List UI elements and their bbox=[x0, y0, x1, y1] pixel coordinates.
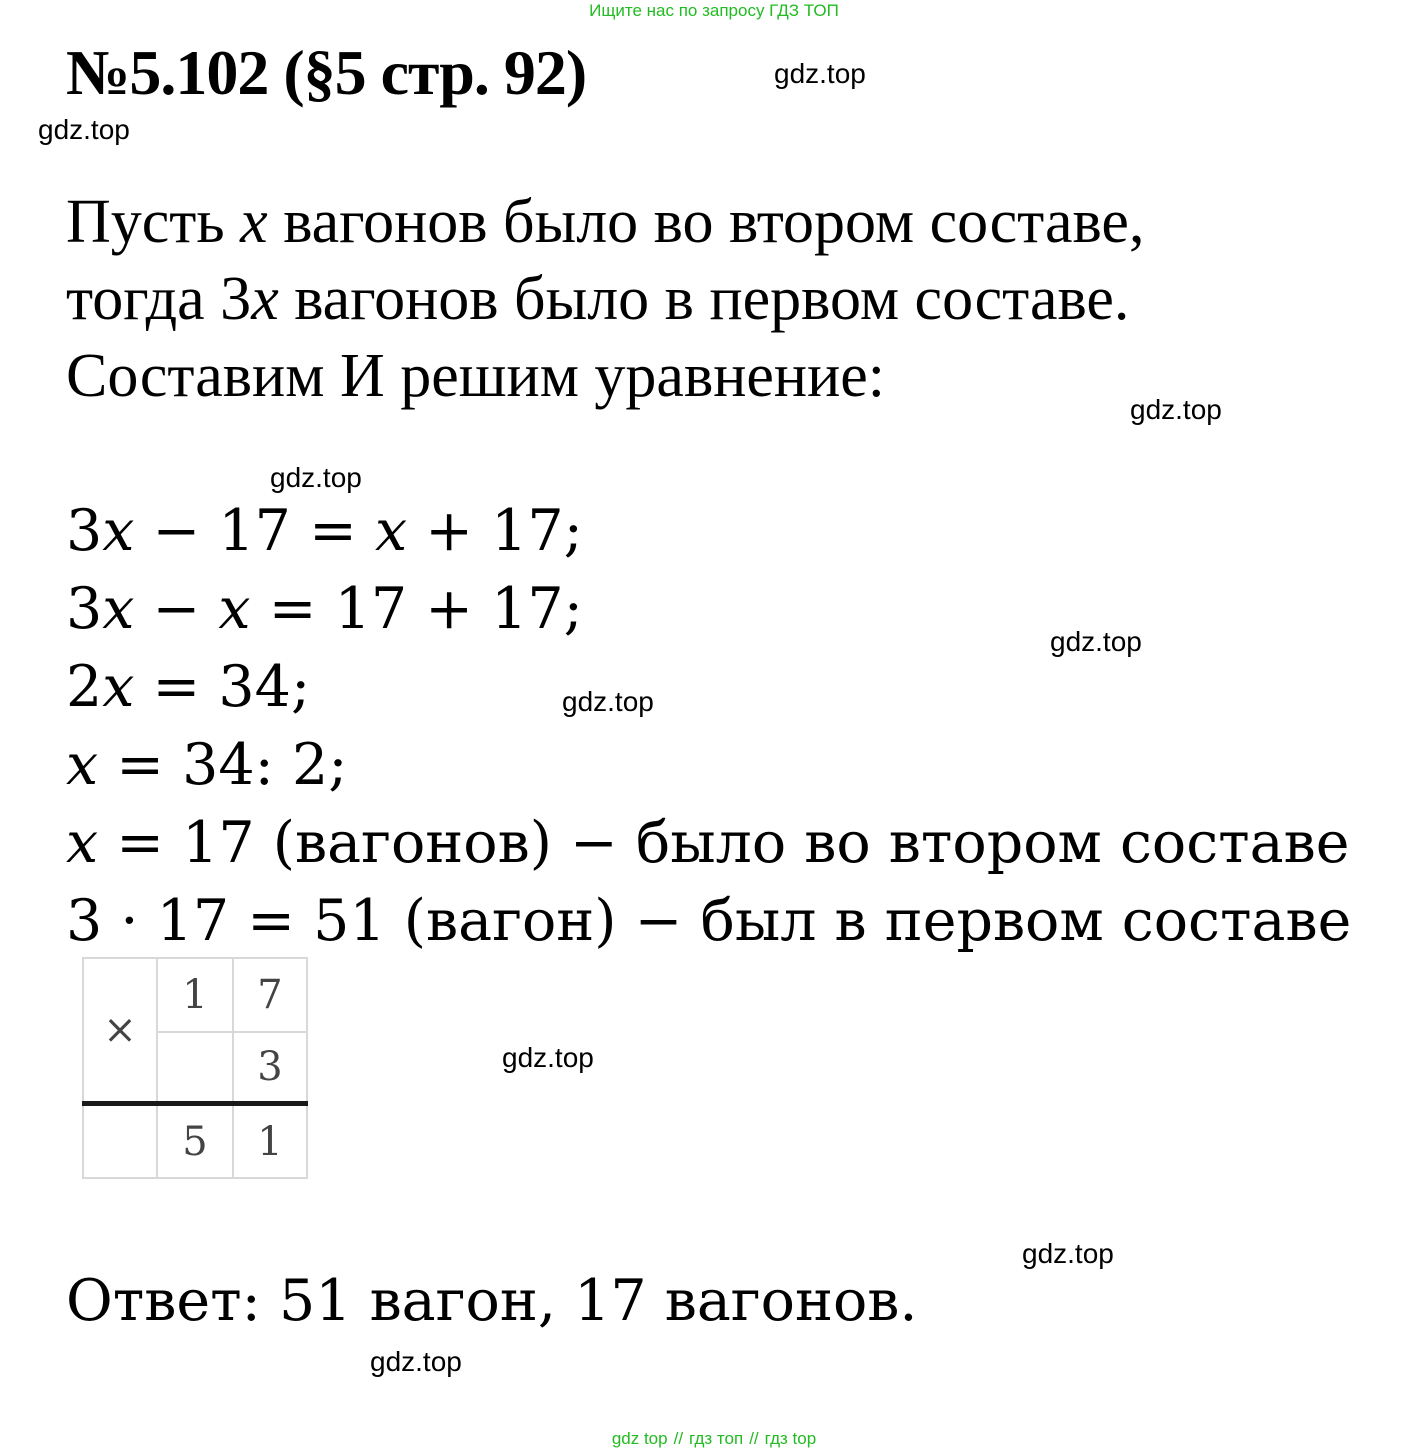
intro-line-2: тогда 3x вагонов было в первом составе. bbox=[66, 265, 1130, 333]
watermark: gdz.top bbox=[38, 114, 130, 145]
footer-link[interactable]: гдз топ bbox=[689, 1429, 744, 1448]
watermark: gdz.top bbox=[370, 1346, 462, 1377]
footer-links bbox=[0, 1429, 1428, 1449]
watermark: gdz.top bbox=[270, 462, 362, 493]
grid-cell: 1 bbox=[156, 957, 234, 1033]
top-banner: Ищите нас по запросу ГДЗ ТОП bbox=[589, 1, 839, 20]
footer-separator: // bbox=[749, 1429, 759, 1448]
grid-cell: 3 bbox=[232, 1031, 308, 1103]
grid-cell: 7 bbox=[232, 957, 308, 1033]
footer-separator: // bbox=[673, 1429, 684, 1448]
watermark: gdz.top bbox=[774, 58, 866, 89]
equation-1: 3x − 17 = x + 17; bbox=[66, 498, 583, 564]
watermark: gdz.top bbox=[1130, 394, 1222, 425]
watermark: gdz.top bbox=[562, 686, 654, 717]
intro-line-1: Пусть x вагонов было во втором составе, bbox=[66, 188, 1145, 256]
watermark: gdz.top bbox=[1050, 626, 1142, 657]
watermark: gdz.top bbox=[502, 1042, 594, 1073]
equation-5: x = 17 (вагонов) − было во втором составе bbox=[66, 810, 1350, 876]
equation-4: x = 34: 2; bbox=[66, 732, 348, 798]
equation-3: 2x = 34; bbox=[66, 654, 311, 720]
grid-cell bbox=[156, 1031, 234, 1103]
answer: Ответ: 51 вагон, 17 вагонов. bbox=[66, 1268, 918, 1334]
multiplication-grid bbox=[82, 957, 308, 1179]
grid-cell bbox=[82, 1104, 158, 1179]
footer-link[interactable]: гдз top bbox=[764, 1429, 817, 1448]
equation-6: 3 · 17 = 51 (вагон) − был в первом составе bbox=[66, 888, 1352, 954]
grid-cell: 5 bbox=[156, 1104, 234, 1179]
footer-link[interactable]: gdz top bbox=[611, 1429, 668, 1448]
intro-line-3: Составим И решим уравнение: bbox=[66, 342, 886, 410]
grid-cell: 1 bbox=[232, 1104, 308, 1179]
equation-2: 3x − x = 17 + 17; bbox=[66, 576, 583, 642]
problem-title: №5.102 (§5 стр. 92) bbox=[66, 37, 587, 108]
result-line bbox=[82, 1101, 308, 1106]
watermark: gdz.top bbox=[1022, 1238, 1114, 1269]
multiply-sign: × bbox=[82, 957, 158, 1103]
